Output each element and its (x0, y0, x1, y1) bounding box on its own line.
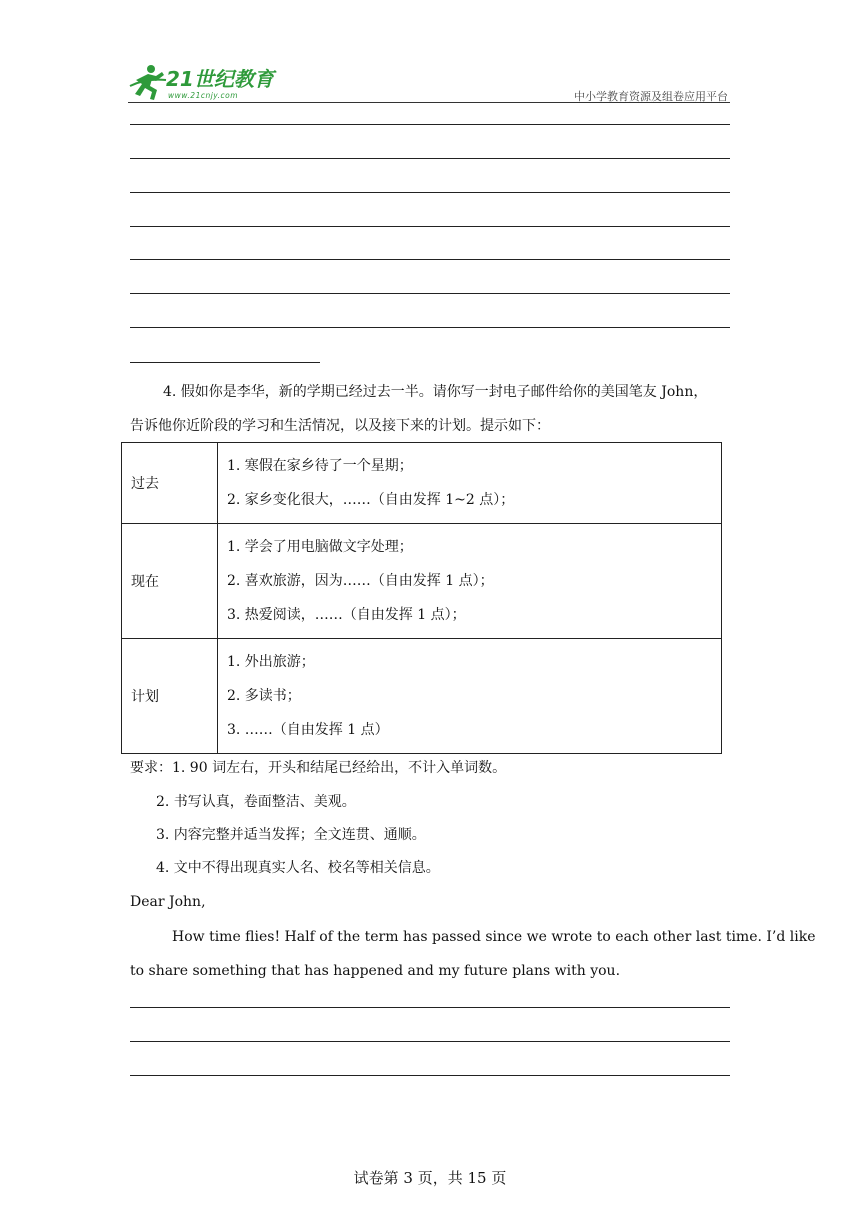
row-items (218, 639, 722, 754)
answer-line (130, 327, 730, 328)
answer-line-short (130, 362, 320, 363)
table-row (122, 443, 722, 524)
logo-brand-text: 21世纪教育 (166, 67, 274, 91)
question-line-1: 4. 假如你是李华，新的学期已经过去一半。请你写一封电子邮件给你的美国笔友 John， (163, 384, 708, 400)
logo-url-text: www.21cnjy.com (168, 91, 239, 100)
answer-line (130, 1075, 730, 1076)
answer-line (130, 192, 730, 193)
letter-body-line-1: How time flies! Half of the term has passed since we wrote to each other last time. I’d like (172, 929, 816, 945)
question-line-2: 告诉他你近阶段的学习和生活情况，以及接下来的计划。提示如下： (130, 418, 550, 434)
answer-line (130, 1041, 730, 1042)
answer-line (130, 226, 730, 227)
row-label: 计划 (122, 639, 218, 754)
prompt-table (121, 442, 722, 754)
letter-greeting: Dear John, (130, 894, 206, 910)
row-item: 1. 寒假在家乡待了一个星期； (227, 458, 413, 474)
requirement-4: 4. 文中不得出现真实人名、校名等相关信息。 (156, 860, 440, 876)
answer-line (130, 259, 730, 260)
table-row (122, 639, 722, 754)
requirement-1: 要求：1. 90 词左右，开头和结尾已经给出，不计入单词数。 (130, 760, 507, 776)
row-label: 现在 (122, 524, 218, 639)
page-footer: 试卷第 3 页，共 15 页 (353, 1169, 507, 1187)
site-tagline: 中小学教育资源及组卷应用平台 (574, 90, 728, 103)
answer-line (130, 158, 730, 159)
requirement-3: 3. 内容完整并适当发挥；全文连贯、通顺。 (156, 827, 426, 843)
answer-line (130, 293, 730, 294)
site-logo (126, 60, 286, 104)
letter-body-line-2: to share something that has happened and my future plans with you. (130, 963, 621, 979)
row-label: 过去 (122, 443, 218, 524)
row-item: 2. 喜欢旅游，因为……（自由发挥 1 点）； (227, 573, 494, 589)
row-item: 2. 家乡变化很大，……（自由发挥 1~2 点）； (227, 492, 515, 508)
row-items (218, 524, 722, 639)
answer-line (130, 124, 730, 125)
row-item: 3. ……（自由发挥 1 点） (227, 722, 389, 738)
row-item: 1. 学会了用电脑做文字处理； (227, 539, 413, 555)
header-divider (128, 102, 730, 103)
row-items (218, 443, 722, 524)
row-item: 1. 外出旅游； (227, 654, 315, 670)
row-item: 3. 热爱阅读，……（自由发挥 1 点）； (227, 607, 466, 623)
table-row (122, 524, 722, 639)
requirement-2: 2. 书写认真，卷面整洁、美观。 (156, 794, 356, 810)
answer-line (130, 1007, 730, 1008)
row-item: 2. 多读书； (227, 688, 301, 704)
